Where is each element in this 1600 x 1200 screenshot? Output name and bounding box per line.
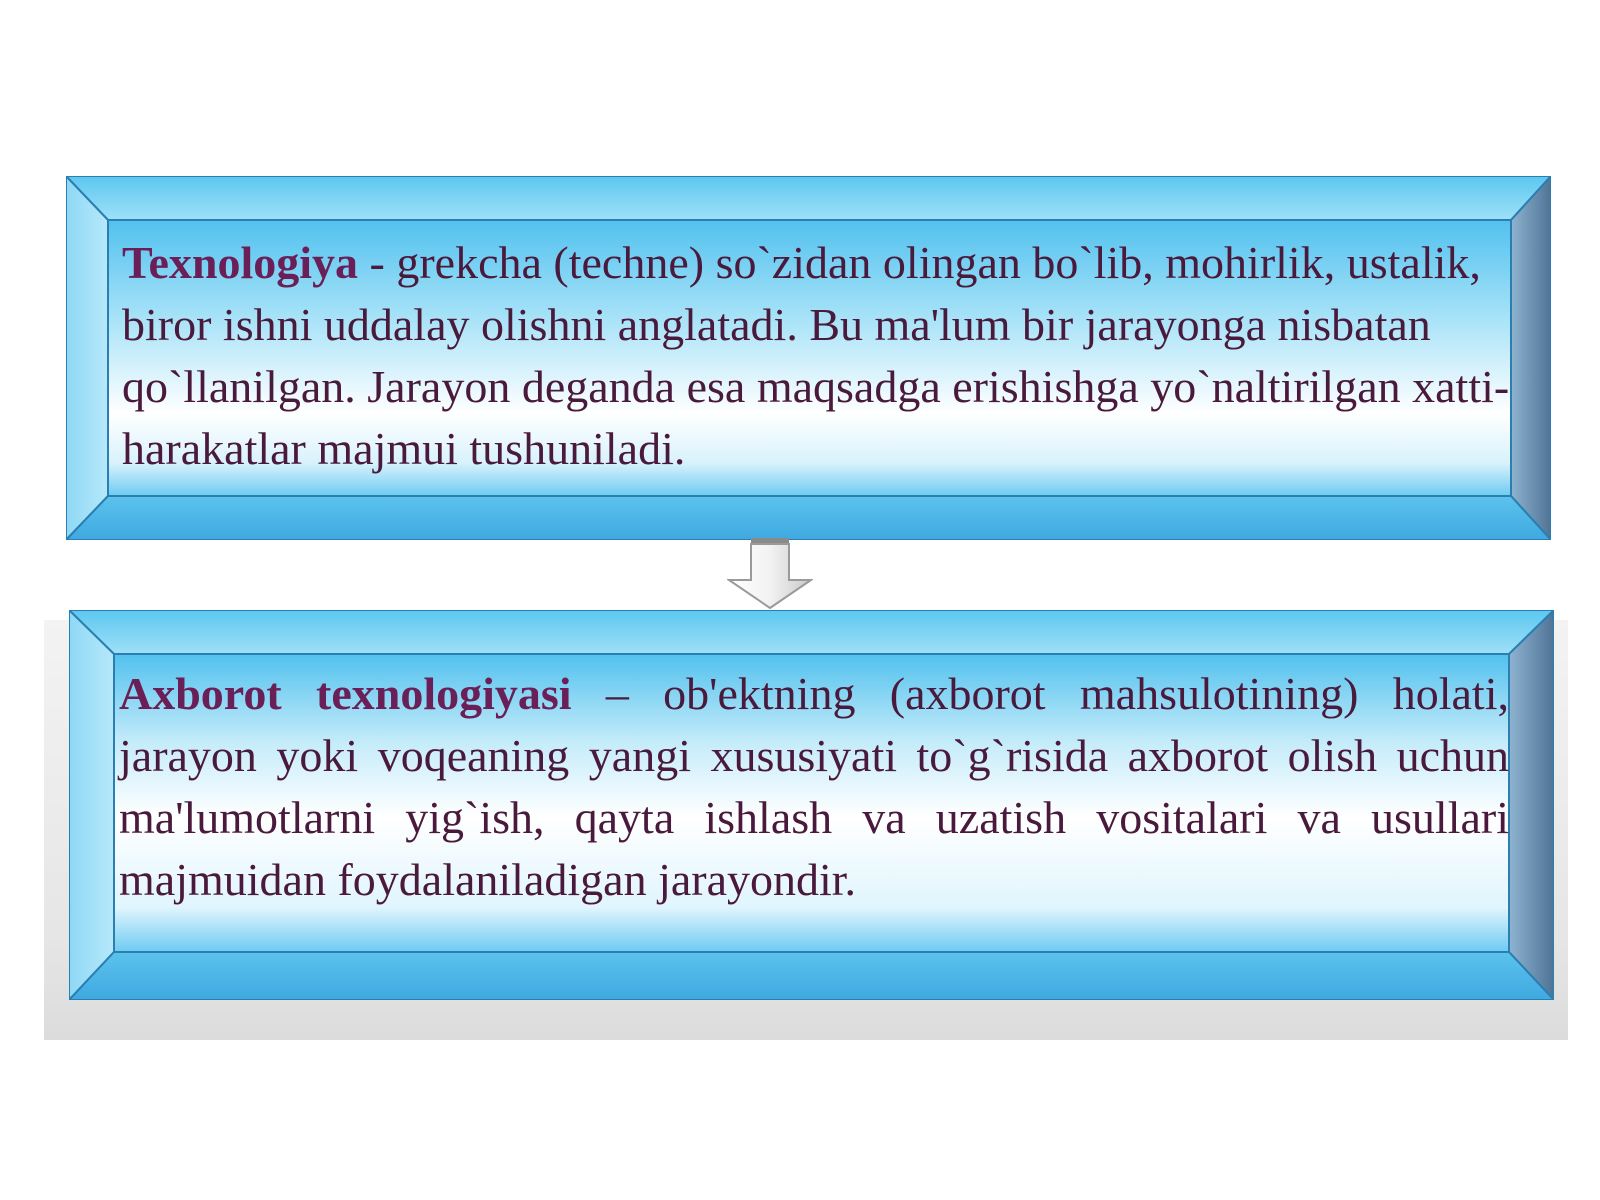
term-label: Axborot texnologiyasi [119, 668, 572, 719]
definition-box-technology [66, 176, 1551, 540]
definition-box-information-technology [69, 610, 1554, 1000]
definition-text [122, 232, 1517, 480]
definition-body: - grekcha (techne) so`zidan olingan bo`lib, mohirlik, ustalik, biror ishni uddalay olishni anglatadi. Bu ma'lum bir jarayonga nisbatan qo`llanilgan. Jarayon deganda esa maqsadga erishishga yo`naltirilgan xatti-harakatlar majmui tushuniladi. [122, 237, 1510, 474]
down-arrow-icon [727, 538, 813, 610]
definition-body: – ob'ektning (axborot mahsulotining) holati, jarayon yoki voqeaning yangi xususiyati to`g`risida axborot olish uchun ma'lumotlarni yig`ish, qayta ishlash va uzatish vositalari va usullari majmuidan foydalaniladigan jarayondir. [119, 668, 1509, 905]
term-label: Texnologiya [122, 237, 359, 288]
definition-text [119, 663, 1509, 911]
